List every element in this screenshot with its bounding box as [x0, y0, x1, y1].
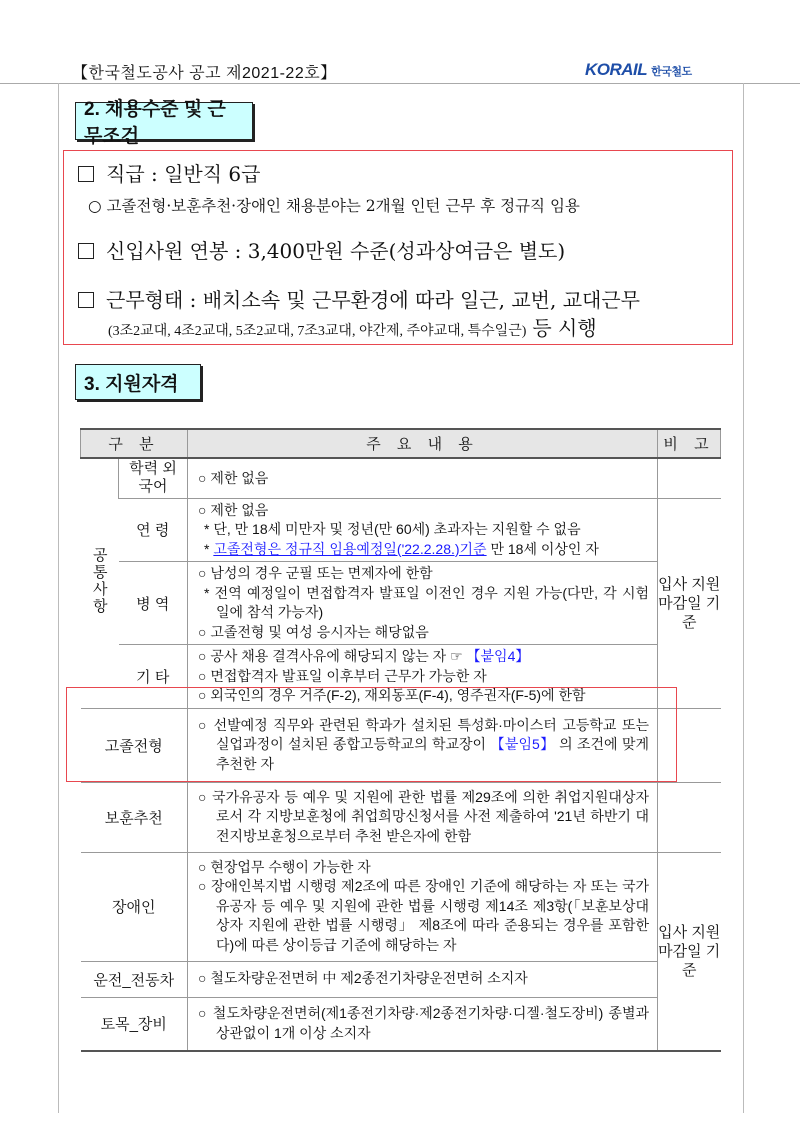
common-label: 공통사항: [90, 547, 108, 616]
attachment-4-ref[interactable]: 【붙임4】: [466, 648, 530, 664]
content-line: ○ 고졸전형 및 여성 응시자는 해당없음: [198, 623, 429, 640]
row-label: 학력 외국어: [119, 458, 188, 498]
content-text: 의 조건에 맞게 추천한 자: [216, 736, 649, 772]
salary-line: [78, 235, 565, 264]
row-label: 기 타: [119, 645, 188, 709]
content-text: ○ 선발예정 직무와 관련된 학과가 설치된 특성화·마이스터 고등학교 또는 실업과정이 설치된 종합고등학교의 학교장이: [198, 716, 649, 753]
header-category: 구 분: [81, 429, 188, 458]
row-label: 연 령: [119, 498, 188, 562]
content-line: ○ 철도차량운전면허(제1종전기차량·제2종전기차량·디젤·철도장비) 종별과 상관없이 1개 이상 소지자: [198, 1005, 649, 1041]
remark-cell: [658, 458, 721, 498]
remark-text: 입사 지원 마감일 기준: [658, 923, 721, 979]
remark-text: 입사 지원 마감일 기준: [658, 575, 721, 631]
row-content: [188, 961, 658, 997]
content-line: ○ 남성의 경우 군필 또는 면제자에 한함: [198, 565, 433, 581]
work-type-text: 근무형태 : 배치소속 및 근무환경에 따라 일근, 교번, 교대근무: [106, 288, 640, 312]
header-remark: 비 고: [658, 429, 721, 458]
remark-cell: [658, 782, 721, 852]
table-row: [81, 458, 721, 498]
content-line: ○ 국가유공자 등 예우 및 지원에 관한 법률 제29조에 의한 취업지원대상자로서 각 지방보훈청에 취업희망신청서를 사전 제출하여 '21년 하반기 대전지방보훈청으로부터 추천 받은자에 한함: [198, 788, 649, 844]
content-line: [198, 716, 649, 775]
notice-number: 【한국철도공사 공고 제2021-22호】: [72, 65, 337, 82]
section-2-heading: 2. 채용수준 및 근무조건: [75, 102, 253, 140]
row-label: 토목_장비: [81, 997, 188, 1051]
table-row: [81, 852, 721, 961]
row-label: 장애인: [81, 852, 188, 961]
content-line: ○ 제한 없음: [198, 469, 269, 486]
row-content: [188, 498, 658, 562]
content-line: * 전역 예정일이 면접합격자 발표일 이전인 경우 지원 가능(다만, 각 시험일에 참석 가능자): [204, 584, 649, 620]
checkbox-icon: [78, 243, 94, 259]
table-row: [81, 645, 721, 709]
checkbox-icon: [78, 166, 94, 182]
row-label: 보훈추천: [81, 782, 188, 852]
work-type-line: [78, 284, 640, 313]
table-row: [81, 562, 721, 645]
table-row: [81, 782, 721, 852]
row-label: 고졸전형: [81, 708, 188, 782]
row-content: [188, 782, 658, 852]
content-line: ○ 외국인의 경우 거주(F-2), 재외동포(F-4), 영주권자(F-5)에 한함: [198, 687, 586, 703]
content-line: * 단, 만 18세 미만자 및 정년(만 60세) 초과자는 지원할 수 없음: [204, 521, 581, 537]
header-content: 주 요 내 용: [188, 429, 658, 458]
content-line: ○ 제한 없음: [198, 501, 269, 518]
content-line: ○ 장애인복지법 시행령 제2조에 따른 장애인 기준에 해당하는 자 또는 국가유공자 등 예우 및 지원에 관한 법률 시행령 제14조 제3항(「보훈보상대상자 지원에 관한 법률 시행령」 제8조에 따라 준용되는 경우를 포함한다)에 따른 상이등급 기준에 해당하는 자: [198, 878, 649, 953]
attachment-5-ref[interactable]: 【붙임5】: [490, 736, 555, 753]
remark-cell: [658, 708, 721, 782]
row-content: [188, 458, 658, 498]
content-line: [198, 647, 649, 667]
shift-list: (3조2교대, 4조2교대, 5조2교대, 7조3교대, 야간제, 주야교대, 특수일근): [108, 324, 527, 339]
row-content: [188, 708, 658, 782]
row-label: 병 역: [119, 562, 188, 645]
highschool-age-link[interactable]: 고졸전형은 정규직 임용예정일('22.2.28.)기준: [213, 540, 487, 557]
checkbox-icon: [78, 292, 94, 308]
grade-text: 직급 : 일반직 6급: [106, 162, 261, 186]
content-text: 만 18세 이상인 자: [486, 540, 599, 557]
work-type-end: 등 시행: [532, 316, 597, 340]
row-content: [188, 562, 658, 645]
remark-cell: [658, 498, 721, 708]
content-text: ○ 공사 채용 결격사유에 해당되지 않는 자 ☞: [198, 648, 467, 664]
salary-text: 신입사원 연봉 : 3,400만원 수준(성과상여금은 별도): [106, 239, 566, 263]
remark-cell: [658, 852, 721, 1051]
table-header-row: [81, 429, 721, 458]
table-row: [81, 708, 721, 782]
content-line: * 고졸전형은 정규직 임용예정일('22.2.28.)기준 만 18세 이상인 자: [204, 540, 599, 557]
content-line: ○ 현장업무 수행이 가능한 자: [198, 858, 371, 875]
logo-subtext: 한국철도: [651, 66, 692, 78]
section-3-heading: 3. 지원자격: [75, 364, 201, 400]
grade-note: ○ 고졸전형·보훈추천·장애인 채용분야는 2개월 인턴 근무 후 정규직 임용: [88, 197, 580, 215]
grade-line: [78, 158, 260, 187]
table-row: [81, 498, 721, 562]
row-label: 운전_전동차: [81, 961, 188, 997]
row-content: [188, 852, 658, 961]
logo-text: KORAIL: [585, 60, 648, 79]
content-line: ○ 철도차량운전면허 中 제2종전기차량운전면허 소지자: [198, 970, 528, 987]
qualification-table: [80, 428, 721, 1052]
korail-logo: [585, 60, 692, 80]
content-line: ○ 면접합격자 발표일 이후부터 근무가 가능한 자: [198, 667, 487, 684]
row-content: [188, 997, 658, 1051]
work-type-detail: [108, 312, 597, 341]
table-row: [81, 961, 721, 997]
table-row: [81, 997, 721, 1051]
common-label-cell: [81, 458, 119, 708]
row-content: [188, 645, 658, 709]
